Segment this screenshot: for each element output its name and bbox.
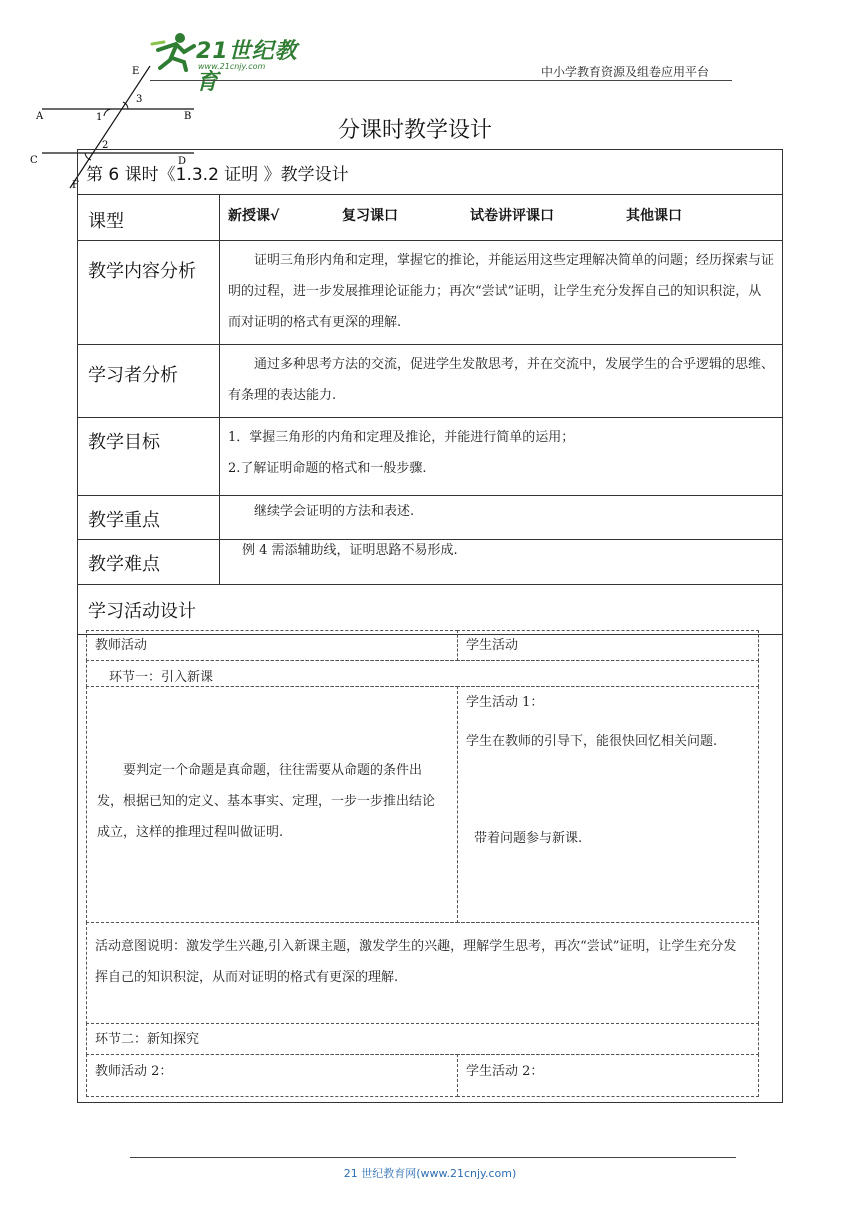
logo-url-text: www.21cnjy.com	[198, 62, 266, 71]
activity-intent-text: 活动意图说明：激发学生兴趣,引入新课主题，激发学生的兴趣，理解学生思考，再次“尝试”证明，让学生充分发挥自己的知识积淀，从而对证明的格式有更深的理解.	[95, 939, 737, 985]
learner-analysis-label: 学习者分析	[78, 345, 220, 418]
course-type-options	[220, 195, 783, 241]
student-activity-1-title: 学生活动 1：	[466, 695, 544, 710]
difficulties-text: 例 4 需添辅助线，证明思路不易形成.	[220, 540, 783, 585]
label-D: D	[178, 156, 187, 167]
option-other: 其他课口	[626, 208, 682, 224]
teacher-activity-header	[86, 630, 458, 661]
label-C: C	[30, 155, 38, 166]
option-new-lesson: 新授课√	[228, 208, 280, 224]
objective-2: 2.了解证明命题的格式和一般步骤.	[228, 461, 427, 476]
student-activity-header	[457, 630, 759, 661]
student-activity-1	[457, 686, 759, 923]
activity-intent	[86, 922, 759, 1024]
key-points-label: 教学重点	[78, 496, 220, 540]
student-activity-2-label: 学生活动 2：	[466, 1064, 544, 1079]
objectives-text	[220, 418, 783, 496]
content-analysis-label: 教学内容分析	[78, 241, 220, 345]
label-A: A	[36, 111, 44, 122]
difficulties-label: 教学难点	[78, 540, 220, 585]
objective-1: 1．掌握三角形的内角和定理及推论，并能进行简单的运用；	[228, 430, 575, 445]
learner-analysis-text: 通过多种思考方法的交流，促进学生发散思考，并在交流中，发展学生的合乎逻辑的思维、有条理的表达能力.	[220, 345, 783, 418]
section-two-row	[86, 1023, 759, 1055]
student-activity-1-line1: 学生在教师的引导下，能很快回忆相关问题.	[466, 734, 718, 749]
footer-rule	[130, 1157, 736, 1158]
label-angle-3: 3	[136, 94, 143, 105]
teacher-activity-2	[86, 1054, 458, 1097]
header-platform-text: 中小学教育资源及组卷应用平台	[541, 65, 710, 79]
teacher-activity-1-text: 要判定一个命题是真命题，往往需要从命题的条件出发，根据已知的定义、基本事实、定理，一步一步推出结论成立，这样的推理过程叫做证明.	[97, 763, 436, 840]
lesson-title: 第 6 课时《1.3.2 证明 》教学设计	[78, 150, 783, 195]
objectives-label: 教学目标	[78, 418, 220, 496]
header-rule	[150, 80, 732, 81]
student-header-text: 学生活动	[466, 638, 519, 653]
section-one-row	[86, 660, 759, 687]
label-angle-1: 1	[96, 112, 103, 123]
section-two-label: 环节二：新知探究	[95, 1032, 200, 1047]
label-B: B	[184, 111, 192, 122]
course-type-label: 课型	[78, 195, 220, 241]
section-one-label: 环节一：引入新课	[109, 670, 214, 685]
document-title: 分课时教学设计	[338, 118, 493, 143]
teacher-activity-2-label: 教师活动 2：	[95, 1064, 173, 1079]
student-activity-2	[457, 1054, 759, 1097]
content-analysis-text: 证明三角形内角和定理，掌握它的推论，并能运用这些定理解决简单的问题；经历探索与证明的过程，进一步发展推理论证能力；再次“尝试”证明，让学生充分发挥自己的知识积淀，从而对证明的格式有更深的理解.	[220, 241, 783, 345]
activity-design-label: 学习活动设计	[78, 585, 783, 635]
label-E: E	[132, 66, 140, 77]
logo-text: 21世纪教育	[196, 39, 298, 95]
label-angle-2: 2	[102, 140, 109, 151]
teacher-activity-1	[86, 686, 458, 923]
teacher-header-text: 教师活动	[95, 638, 148, 653]
key-points-text: 继续学会证明的方法和表述.	[220, 496, 783, 540]
student-activity-1-line2: 带着问题参与新课.	[474, 831, 583, 846]
footer-text: 21 世纪教育网(www.21cnjy.com)	[343, 1167, 517, 1180]
option-review: 复习课口	[342, 208, 398, 224]
option-exam-review: 试卷讲评课口	[470, 208, 554, 224]
label-F: F	[72, 180, 79, 191]
